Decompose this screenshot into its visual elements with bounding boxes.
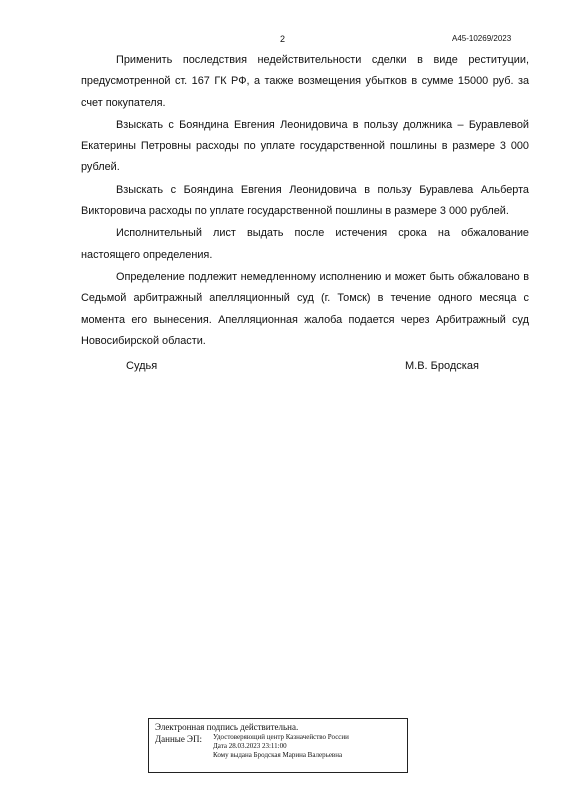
page-number: 2	[280, 34, 286, 44]
esign-issued-to: Кому выдана Бродская Марина Валерьевна	[213, 750, 343, 759]
esign-date: Дата 28.03.2023 23:11:00	[213, 741, 287, 750]
document-body	[81, 50, 529, 353]
esign-data-row	[155, 733, 407, 759]
paragraph-restitution: Применить последствия недействительности сделки в виде реституции, предусмотренной ст. 167 ГК РФ, а также возмещения убытков в сумме 15000 руб. за счет покупателя.	[81, 54, 529, 109]
paragraph-appeal: Определение подлежит немедленному исполнению и может быть обжаловано в Седьмой арбитражный апелляционный суд (г. Томск) в течение одного месяца с момента его вынесения. Апелляционная жалоба подается через Арбитражный суд Новосибирской области.	[81, 270, 529, 347]
paragraph-recovery-debtor: Взыскать с Бояндина Евгения Леонидовича в пользу должника – Буравлевой Екатерины Петровны расходы по уплате государственной пошлины в размере 3 000 рублей.	[81, 118, 529, 174]
esign-issuer: Удостоверяющий центр Казначейство России	[213, 733, 349, 741]
case-number: А45-10269/2023	[452, 34, 512, 43]
judge-name: М.В. Бродская	[405, 360, 479, 372]
electronic-signature-box	[148, 718, 408, 773]
paragraph-recovery-buravlev: Взыскать с Бояндина Евгения Леонидовича в пользу Буравлева Альберта Викторовича расходы по уплате государственной пошлины в размере 3 000 рублей.	[81, 183, 529, 218]
paragraph-writ: Исполнительный лист выдать после истечения срока на обжалование настоящего определения.	[81, 227, 529, 261]
esign-details	[213, 733, 349, 759]
esign-status: Электронная подпись действительна.	[155, 722, 299, 732]
esign-label: Данные ЭП:	[155, 734, 202, 744]
judge-label: Судья	[126, 360, 158, 372]
